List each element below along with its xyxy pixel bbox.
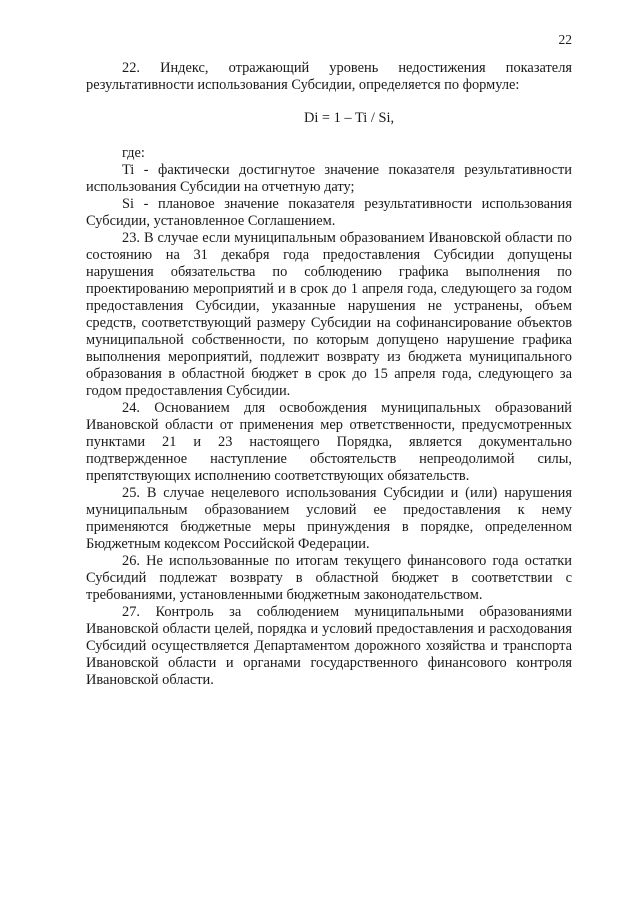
si-definition: Si - плановое значение показателя результативности использования Субсидии, установленное Соглашением. xyxy=(86,196,572,229)
document-body xyxy=(86,60,572,689)
paragraph-26: 26. Не использованные по итогам текущего финансового года остатки Субсидий подлежат возврату в областной бюджет в соответствии с требованиями, установленными бюджетным законодательством. xyxy=(86,553,572,603)
paragraph-27: 27. Контроль за соблюдением муниципальными образованиями Ивановской области целей, порядка и условий предоставления и расходования Субсидий осуществляется Департаментом дорожного хозяйства и транспорта Ивановской области и органами государственного финансового контроля Ивановской области. xyxy=(86,604,572,688)
page-number: 22 xyxy=(558,32,572,47)
paragraph-24: 24. Основанием для освобождения муниципальных образований Ивановской области от применения мер ответственности, предусмотренных пунктами 21 и 23 настоящего Порядка, является документально подтвержденное наступление обстоятельств непреодолимой силы, препятствующих исполнению соответствующих обязательств. xyxy=(86,400,572,484)
paragraph-23: 23. В случае если муниципальным образованием Ивановской области по состоянию на 31 декабря года предоставления Субсидии допущены нарушения обязательства по соблюдению графика выполнения по проектированию мероприятий и в срок до 1 апреля года, следующего за годом предоставления Субсидии, указанные нарушения не устранены, объем средств, соответствующий размеру Субсидии на софинансирование объектов муниципальной собственности, по которым допущено нарушение графика выполнения мероприятий, подлежит возврату из бюджета муниципального образования в областной бюджет в срок до 15 апреля года, следующего за годом предоставления Субсидии. xyxy=(86,230,572,399)
paragraph-25: 25. В случае нецелевого использования Субсидии и (или) нарушения муниципальным образованием условий ее предоставления к нему применяются бюджетные меры принуждения в порядке, определенном Бюджетным кодексом Российской Федерации. xyxy=(86,485,572,552)
formula: Di = 1 – Ti / Si, xyxy=(303,110,395,126)
ti-definition: Ti - фактически достигнутое значение показателя результативности использования Субсидии на отчетную дату; xyxy=(86,162,572,195)
paragraph-22: 22. Индекс, отражающий уровень недостижения показателя результативности использования Субсидии, определяется по формуле: xyxy=(86,60,572,93)
where-label: где: xyxy=(122,145,145,161)
